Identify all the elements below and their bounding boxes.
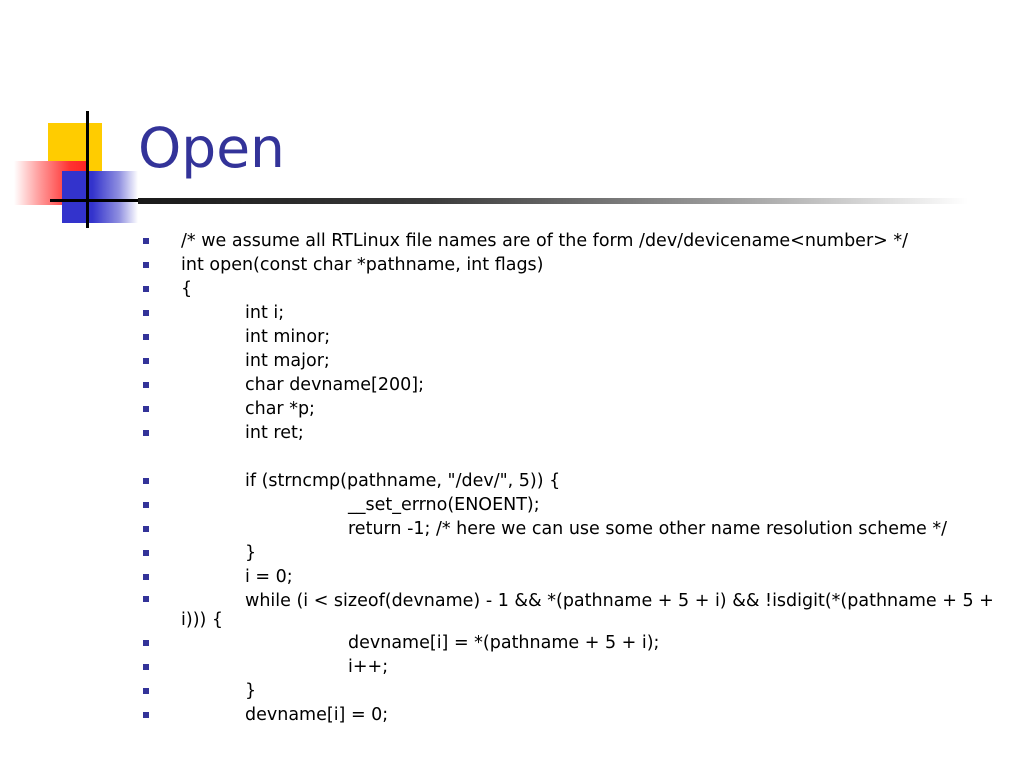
bullet-icon	[143, 550, 149, 556]
code-line: char devname[200];	[0, 373, 1024, 397]
code-line: devname[i] = *(pathname + 5 + i);	[0, 631, 1024, 655]
bullet-icon	[143, 640, 149, 646]
bullet-icon	[143, 310, 149, 316]
bullet-icon	[143, 574, 149, 580]
decorative-vertical-line	[86, 111, 89, 228]
code-line: if (strncmp(pathname, "/dev/", 5)) {	[0, 469, 1024, 493]
code-line: devname[i] = 0;	[0, 703, 1024, 727]
code-line: /* we assume all RTLinux file names are of the form /dev/devicename<number> */	[0, 229, 1024, 253]
bullet-icon	[143, 664, 149, 670]
code-line: }	[0, 679, 1024, 703]
code-line: int i;	[0, 301, 1024, 325]
bullet-icon	[143, 238, 149, 244]
bullet-icon	[143, 596, 149, 602]
code-line: __set_errno(ENOENT);	[0, 493, 1024, 517]
code-line: {	[0, 277, 1024, 301]
blank-line	[0, 445, 1024, 469]
decorative-blue-gradient-square	[62, 171, 138, 223]
code-bullet-list	[0, 229, 1024, 727]
code-line: int open(const char *pathname, int flags)	[0, 253, 1024, 277]
code-line: int minor;	[0, 325, 1024, 349]
code-line: return -1; /* here we can use some other name resolution scheme */	[0, 517, 1024, 541]
bullet-icon	[143, 526, 149, 532]
bullet-icon	[143, 358, 149, 364]
code-line: int major;	[0, 349, 1024, 373]
slide-title: Open	[138, 116, 285, 180]
code-line: i = 0;	[0, 565, 1024, 589]
title-underline	[138, 198, 968, 204]
code-line: }	[0, 541, 1024, 565]
bullet-icon	[143, 406, 149, 412]
code-line: i++;	[0, 655, 1024, 679]
bullet-icon	[143, 712, 149, 718]
bullet-icon	[143, 382, 149, 388]
code-line: int ret;	[0, 421, 1024, 445]
bullet-icon	[143, 502, 149, 508]
bullet-icon	[143, 262, 149, 268]
bullet-icon	[143, 688, 149, 694]
bullet-icon	[143, 334, 149, 340]
code-line: char *p;	[0, 397, 1024, 421]
decorative-horizontal-line	[50, 199, 140, 202]
bullet-icon	[143, 286, 149, 292]
bullet-icon	[143, 478, 149, 484]
bullet-icon	[143, 430, 149, 436]
code-line: while (i < sizeof(devname) - 1 && *(pathname + 5 + i) && !isdigit(*(pathname + 5 + i))) {	[0, 589, 1024, 631]
